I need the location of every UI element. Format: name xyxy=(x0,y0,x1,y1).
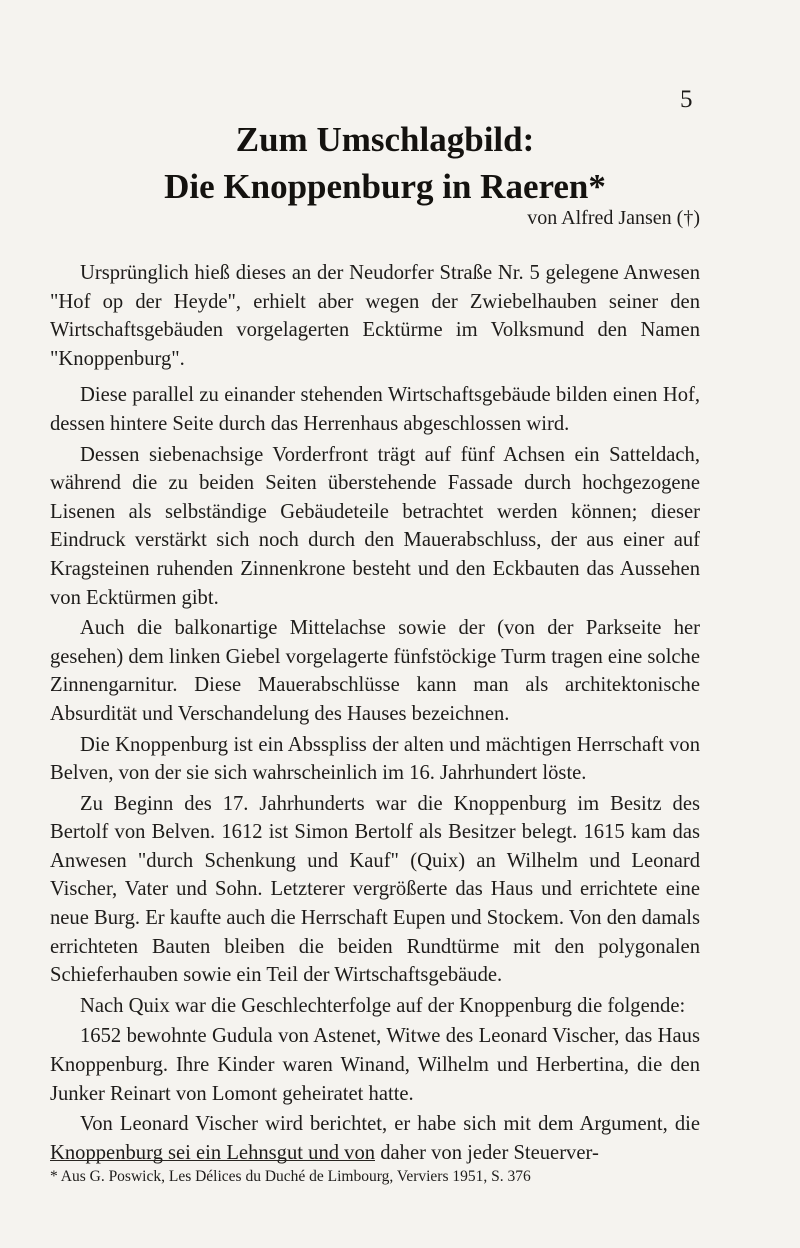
page-number: 5 xyxy=(680,86,693,113)
paragraph: Zu Beginn des 17. Jahrhunderts war die Knoppenburg im Besitz des Bertolf von Belven. 1612 ist Simon Bertolf als Besitzer belegt. 1615 kam das Anwesen "durch Schenkung und Kauf" (Quix) an Wilhelm und Leonard Vischer, Vater und Sohn. Letzterer vergrößerte das Haus und errichtete eine neue Burg. Er kaufte auch die Herrschaft Eupen und Stockem. Von den damals errichteten Bauten bleiben die beiden Rundtürme mit den polygonalen Schieferhauben sowie ein Teil der Wirtschaftsgebäude. xyxy=(50,792,700,987)
article-body xyxy=(50,259,700,1167)
paragraph: Die Knoppenburg ist ein Absspliss der alten und mächtigen Herrschaft von Belven, von der sie sich wahrscheinlich im 16. Jahrhundert löste. xyxy=(50,733,700,785)
paragraph: Nach Quix war die Geschlechterfolge auf der Knoppenburg die folgende: xyxy=(80,994,686,1017)
paragraph: Auch die balkonartige Mittelachse sowie der (von der Parkseite her gesehen) dem linken Giebel vorgelagerte fünfstöckige Turm tragen eine solche Zinnengarnitur. Diese Mauerabschlüsse kann man als architektonische Absurdität und Verschandelung des Hauses bezeichnen. xyxy=(50,617,700,725)
footnote: * Aus G. Poswick, Les Délices du Duché de Limbourg, Verviers 1951, S. 376 xyxy=(50,1168,531,1185)
paragraph: 1652 bewohnte Gudula von Astenet, Witwe des Leonard Vischer, das Haus Knoppenburg. Ihre Kinder waren Winand, Wilhelm und Herbertina, die den Junker Reinart von Lomont geheiratet hatte. xyxy=(50,1025,700,1105)
paragraph: Ursprünglich hieß dieses an der Neudorfer Straße Nr. 5 gelegene Anwesen "Hof op der Heyde", erhielt aber wegen der Zwiebelhauben seiner den Wirtschaftsgebäuden vorgelagerten Ecktürme im Volksmund den Namen "Knoppenburg". xyxy=(50,262,700,370)
paragraph: Von Leonard Vischer wird berichtet, er habe sich mit dem Argument, die Knoppenburg sei ein Lehnsgut und von daher von jeder Steuerver- xyxy=(50,1113,700,1164)
paragraph: Diese parallel zu einander stehenden Wirtschaftsgebäude bilden einen Hof, dessen hintere Seite durch das Herrenhaus abgeschlossen wird. xyxy=(50,384,700,435)
paragraph: Dessen siebenachsige Vorderfront trägt auf fünf Achsen ein Satteldach, während die zu beiden Seiten überstehende Fassade durch hochgezogene Lisenen als selbständige Gebäudeteile betrachtet werden können; dieser Eindruck verstärkt sich noch durch den Mauerabschluss, der aus einer auf Kragsteinen ruhenden Zinnenkrone besteht und den Eckbauten das Aussehen von Ecktürmen gibt. xyxy=(50,443,700,609)
footnote-divider xyxy=(50,1160,375,1161)
author-byline: von Alfred Jansen (†) xyxy=(527,207,700,229)
title-line-1: Zum Umschlagbild: xyxy=(235,120,535,159)
title-line-2: Die Knoppenburg in Raeren* xyxy=(164,167,606,206)
page-title xyxy=(60,116,710,210)
